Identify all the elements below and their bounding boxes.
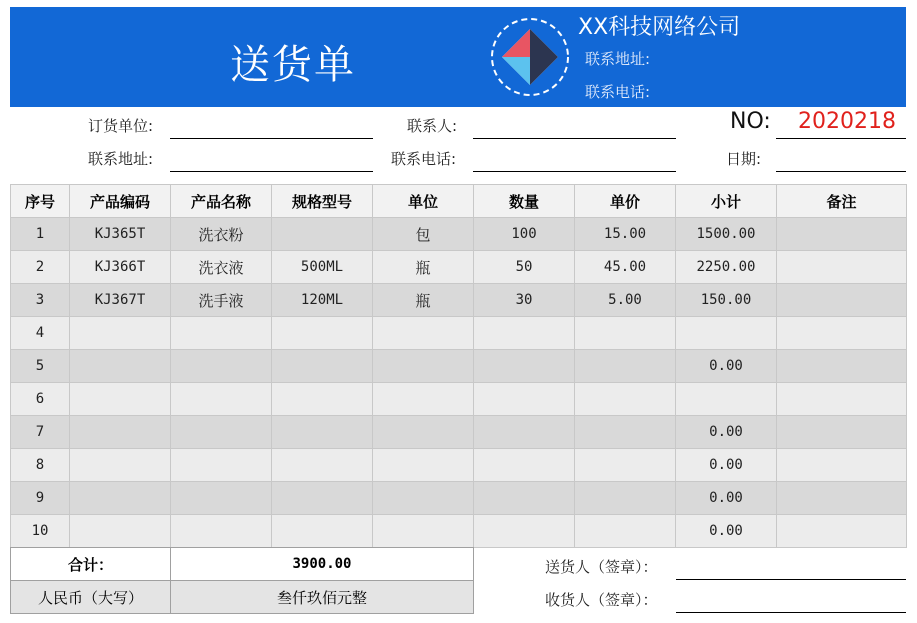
total-label: 合计： [11,548,171,581]
cell-name[interactable] [171,350,272,383]
header-subtotal: 小计 [676,185,777,218]
cell-qty[interactable]: 30 [474,284,575,317]
cell-note[interactable] [777,350,907,383]
cell-subtotal[interactable] [676,383,777,416]
order-unit-label: 订货单位: [88,117,154,135]
cell-serial[interactable]: 9 [11,482,70,515]
cell-qty[interactable]: 50 [474,251,575,284]
cell-spec[interactable]: 500ML [272,251,373,284]
header-unit: 单位 [373,185,474,218]
contact-person-field[interactable] [473,138,676,139]
rmb-value: 叁仟玖佰元整 [171,581,474,614]
receiver-label: 收货人（签章）： [545,591,658,609]
table-row [11,350,907,383]
cell-subtotal[interactable]: 0.00 [676,350,777,383]
cell-price[interactable]: 5.00 [575,284,676,317]
cell-name[interactable]: 洗衣粉 [171,218,272,251]
cell-subtotal[interactable]: 150.00 [676,284,777,317]
cell-spec[interactable]: 120ML [272,284,373,317]
cell-qty[interactable] [474,383,575,416]
cell-unit[interactable]: 瓶 [373,251,474,284]
cell-code[interactable]: KJ366T [70,251,171,284]
header-banner [10,7,906,107]
total-value: 3900.00 [171,548,474,581]
cell-name[interactable] [171,317,272,350]
cell-unit[interactable] [373,482,474,515]
cell-code[interactable] [70,482,171,515]
cell-name[interactable]: 洗手液 [171,284,272,317]
cell-note[interactable] [777,515,907,548]
cell-code[interactable] [70,383,171,416]
cell-name[interactable] [171,482,272,515]
cell-spec[interactable] [272,416,373,449]
cell-unit[interactable] [373,515,474,548]
cell-name[interactable] [171,515,272,548]
cell-serial[interactable]: 7 [11,416,70,449]
cell-price[interactable]: 15.00 [575,218,676,251]
header-note: 备注 [777,185,907,218]
receiver-signature-line[interactable] [676,612,906,613]
cell-unit[interactable] [373,317,474,350]
cell-serial[interactable]: 2 [11,251,70,284]
table-row [11,284,907,317]
cell-spec[interactable] [272,317,373,350]
rmb-row [11,581,474,614]
company-phone-label: 联系电话: [585,83,651,101]
cell-qty[interactable] [474,515,575,548]
header-product-name: 产品名称 [171,185,272,218]
cell-name[interactable] [171,449,272,482]
cell-price[interactable] [575,515,676,548]
cell-subtotal[interactable]: 0.00 [676,515,777,548]
company-logo-icon [488,15,572,99]
cell-name[interactable] [171,416,272,449]
cell-subtotal[interactable] [676,317,777,350]
cell-note[interactable] [777,317,907,350]
deliverer-label: 送货人（签章）： [545,558,658,576]
cell-price[interactable]: 45.00 [575,251,676,284]
totals-table [10,547,474,614]
cell-code[interactable] [70,350,171,383]
table-row [11,515,907,548]
cell-serial[interactable]: 4 [11,317,70,350]
cell-name[interactable] [171,383,272,416]
cell-serial[interactable]: 6 [11,383,70,416]
cell-price[interactable] [575,449,676,482]
cell-qty[interactable] [474,416,575,449]
cell-note[interactable] [777,449,907,482]
header-product-code: 产品编码 [70,185,171,218]
cell-note[interactable] [777,383,907,416]
cell-spec[interactable] [272,515,373,548]
address-field[interactable] [170,171,373,172]
cell-serial[interactable]: 1 [11,218,70,251]
header-serial: 序号 [11,185,70,218]
cell-unit[interactable] [373,383,474,416]
table-row [11,383,907,416]
no-underline [776,138,906,139]
cell-spec[interactable] [272,449,373,482]
cell-note[interactable] [777,251,907,284]
cell-serial[interactable]: 8 [11,449,70,482]
table-row [11,317,907,350]
cell-spec[interactable] [272,350,373,383]
phone-label: 联系电话: [391,150,457,168]
company-address-label: 联系地址: [585,50,651,68]
cell-code[interactable]: KJ365T [70,218,171,251]
header-spec: 规格型号 [272,185,373,218]
cell-serial[interactable]: 5 [11,350,70,383]
cell-unit[interactable] [373,350,474,383]
date-label: 日期: [726,150,762,168]
cell-serial[interactable]: 10 [11,515,70,548]
cell-unit[interactable] [373,449,474,482]
cell-note[interactable] [777,482,907,515]
cell-subtotal[interactable]: 0.00 [676,482,777,515]
table-row [11,416,907,449]
rmb-label: 人民币（大写） [11,581,171,614]
cell-qty[interactable] [474,350,575,383]
cell-note[interactable] [777,284,907,317]
cell-price[interactable] [575,482,676,515]
cell-unit[interactable]: 包 [373,218,474,251]
table-row [11,251,907,284]
deliverer-signature-line[interactable] [676,579,906,580]
table-row [11,482,907,515]
product-table [10,184,907,548]
cell-price[interactable] [575,350,676,383]
cell-code[interactable]: KJ367T [70,284,171,317]
cell-price[interactable] [575,383,676,416]
order-unit-field[interactable] [170,138,373,139]
cell-qty[interactable] [474,449,575,482]
cell-code[interactable] [70,416,171,449]
cell-unit[interactable] [373,416,474,449]
table-row [11,218,907,251]
table-header-row [11,185,907,218]
cell-code[interactable] [70,317,171,350]
company-name: XX科技网络公司 [578,15,741,40]
phone-field[interactable] [473,171,676,172]
cell-spec[interactable] [272,482,373,515]
cell-qty[interactable] [474,482,575,515]
total-row [11,548,474,581]
cell-qty[interactable] [474,317,575,350]
contact-person-label: 联系人: [407,117,458,135]
cell-qty[interactable]: 100 [474,218,575,251]
cell-subtotal[interactable]: 0.00 [676,449,777,482]
cell-subtotal[interactable]: 2250.00 [676,251,777,284]
table-row [11,449,907,482]
cell-serial[interactable]: 3 [11,284,70,317]
cell-spec[interactable] [272,218,373,251]
cell-subtotal[interactable]: 1500.00 [676,218,777,251]
cell-spec[interactable] [272,383,373,416]
cell-unit[interactable]: 瓶 [373,284,474,317]
document-title: 送货单 [230,42,356,88]
cell-code[interactable] [70,515,171,548]
date-field[interactable] [776,171,906,172]
no-value: 2020218 [798,109,896,134]
header-unit-price: 单价 [575,185,676,218]
cell-note[interactable] [777,416,907,449]
cell-name[interactable]: 洗衣液 [171,251,272,284]
header-quantity: 数量 [474,185,575,218]
cell-note[interactable] [777,218,907,251]
cell-price[interactable] [575,416,676,449]
address-label: 联系地址: [88,150,154,168]
no-label: NO: [730,109,771,134]
cell-price[interactable] [575,317,676,350]
cell-subtotal[interactable]: 0.00 [676,416,777,449]
cell-code[interactable] [70,449,171,482]
